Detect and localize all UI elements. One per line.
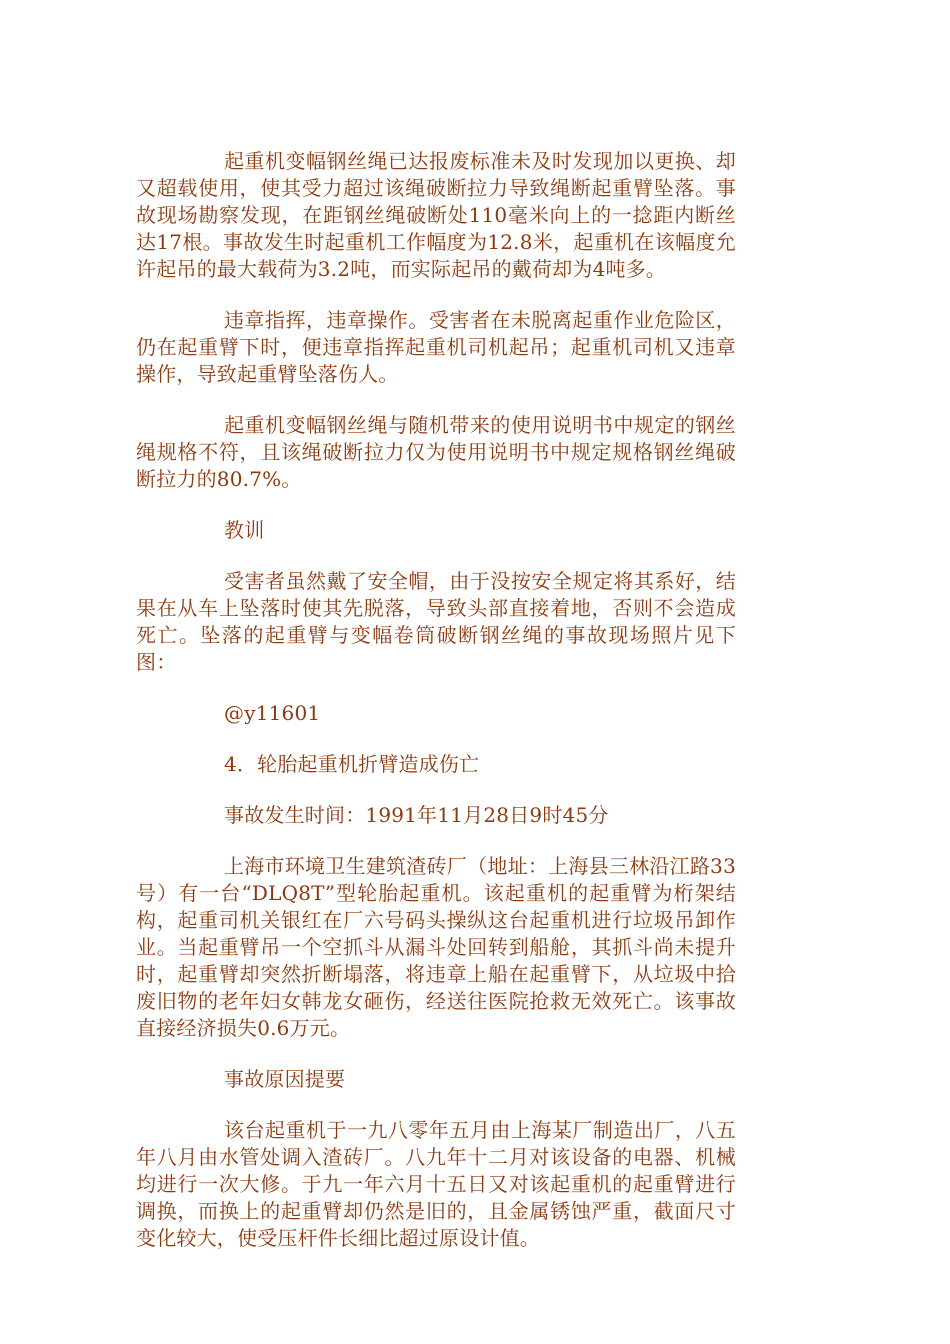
- paragraph-cause-spec-mismatch: 起重机变幅钢丝绳与随机带来的使用说明书中规定的钢丝绳规格不符，且该绳破断拉力仅为使用说明书中规定规格钢丝绳破断拉力的80.7%。: [136, 413, 736, 491]
- paragraph-cause-violation: 违章指挥，违章操作。受害者在未脱离起重作业危险区，仍在起重臂下时，便违章指挥起重机司机起吊；起重机司机又违章操作，导致起重臂坠落伤人。: [136, 308, 736, 386]
- section-heading-case-4: 4．轮胎起重机折臂造成伤亡: [224, 752, 480, 776]
- section-heading-lesson: 教训: [224, 518, 265, 542]
- paragraph-cause-wire-rope: 起重机变幅钢丝绳已达报废标准未及时发现加以更换、却又超载使用，使其受力超过该绳破断拉力导致绳断起重臂坠落。事故现场勘察发现，在距钢丝绳破断处110毫米向上的一捻距内断丝达17根。事故发生时起重机工作幅度为12.8米，起重机在该幅度允许起吊的最大载荷为3.2吨，而实际起吊的戴荷却为4吨多。: [136, 149, 736, 281]
- paragraph-lesson: 受害者虽然戴了安全帽，由于没按安全规定将其系好，结果在从车上坠落时使其先脱落，导致头部直接着地，否则不会造成死亡。坠落的起重臂与变幅卷筒破断钢丝绳的事故现场照片见下图：: [136, 569, 736, 674]
- paragraph-accident-description: 上海市环境卫生建筑渣砖厂（地址：上海县三林沿江路33号）有一台“DLQ8T”型轮胎起重机。该起重机的起重臂为桁架结构，起重司机关银红在厂六号码头操纵这台起重机进行垃圾吊卸作业。当起重臂吊一个空抓斗从漏斗处回转到船舱，其抓斗尚未提升时，起重臂却突然折断塌落，将违章上船在起重臂下，从垃圾中拾废旧物的老年妇女韩龙女砸伤，经送往医院抢救无效死亡。该事故直接经济损失0.6万元。: [136, 854, 736, 1040]
- image-placeholder-ref: @y11601: [224, 701, 321, 725]
- document-body: [136, 148, 736, 1276]
- paragraph-accident-time: 事故发生时间：1991年11月28日9时45分: [224, 803, 609, 827]
- paragraph-cause-summary: 该台起重机于一九八零年五月由上海某厂制造出厂，八五年八月由水管处调入渣砖厂。八九年十二月对该设备的电器、机械均进行一次大修。于九一年六月十五日又对该起重机的起重臂进行调换，而换上的起重臂却仍然是旧的，且金属锈蚀严重，截面尺寸变化较大，使受压杆件长细比超过原设计值。: [136, 1118, 736, 1250]
- section-heading-cause-summary: 事故原因提要: [224, 1067, 346, 1091]
